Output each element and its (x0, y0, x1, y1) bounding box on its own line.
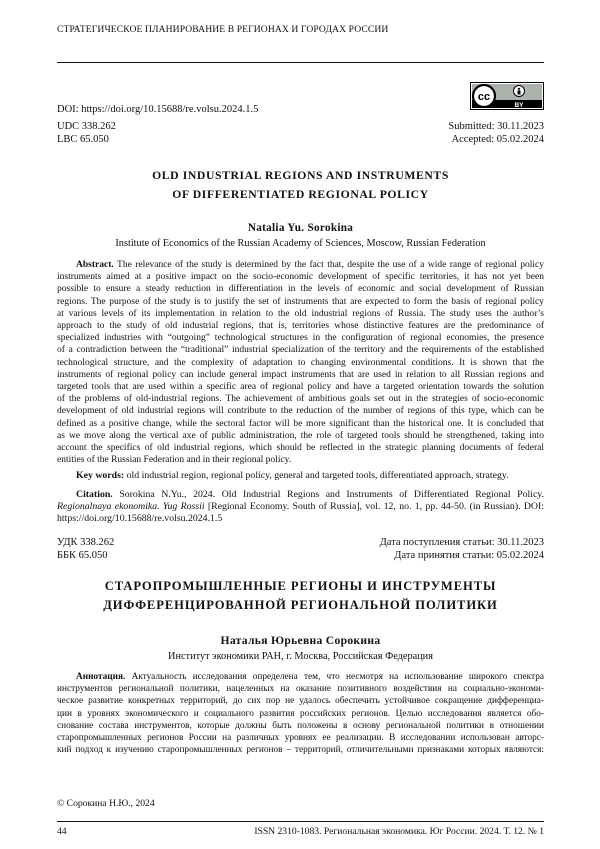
running-header: СТРАТЕГИЧЕСКОЕ ПЛАНИРОВАНИЕ В РЕГИОНАХ И ГОРОДАХ РОССИИ (57, 24, 389, 35)
abstract-line: targeted tools that are used within a specific area of regional policy and have a targeted orientation towards the solution (57, 382, 544, 393)
author-ru: Наталья Юрьевна Сорокина (220, 634, 381, 647)
footer-rule (57, 821, 544, 822)
abstract-line: instruments aimed at a positive impact on the socio-economic development of specific territories, it has not yet been (57, 272, 544, 283)
abstract-ru-line: Аннотация. Актуальность исследования определена тем, что несмотря на использование широкого спектра (76, 672, 544, 682)
abstract-line: at various levels of its implementation in relation to the old industrial regions of Russia. The study uses the author’s (57, 308, 544, 319)
abstract-en (57, 259, 544, 466)
abstract-line: defined as a positive change, while the sectoral factor will be more significant than the historical one. It is concluded that (57, 418, 544, 429)
abstract-ru-line: старопромышленных регионов России на различных уровнях ее реализации. В исследовании использован авторс- (57, 733, 544, 744)
cc-by-license-badge[interactable] (470, 82, 544, 110)
title-ru-line-2: ДИФФЕРЕНЦИРОВАННОЙ РЕГИОНАЛЬНОЙ ПОЛИТИКИ (103, 598, 498, 612)
abstract-line: of a contradiction between the “traditional” industrial specialization of the territory and the requirements of the established (57, 345, 544, 356)
abstract-line: as we move along the vertical axe of public administration, the role of targeted tools should be strengthened, taking into (57, 430, 544, 441)
citation-label: Citation. (76, 489, 113, 500)
bbk-code: ББК 65.050 (57, 550, 108, 562)
submission-dates (448, 120, 544, 147)
article-title-en (57, 166, 544, 204)
abstract-line: specialized industries with “outgoing” technological structures in the configuration of regional economies, the presence (57, 333, 544, 344)
citation-journal: Regionalnaya ekonomika. Yug Rossii (57, 501, 205, 513)
abstract-line: Abstract. The relevance of the study is determined by the fact that, despite the use of a wide range of regional policy (76, 260, 544, 270)
udc-code: UDC 338.262 (57, 121, 116, 132)
page-number: 44 (57, 826, 67, 837)
keywords-text: old industrial region, regional policy, general and targeted tools, differentiated approach, strategy. (126, 470, 509, 481)
title-ru-line-1: СТАРОПРОМЫШЛЕННЫЕ РЕГИОНЫ И ИНСТРУМЕНТЫ (104, 579, 497, 593)
abstract-line: technological structure, and the complexity of adaptation to changing environmental conditions. It is shown that the (57, 357, 544, 368)
abstract-line: entities of the Russian Federation and in their regional policy. (57, 455, 292, 466)
abstract-line: regions. The purpose of the study is to justify the set of instruments that are expected to form the basis of regional policy (57, 296, 544, 307)
submission-dates-ru (380, 536, 544, 563)
abstract-ru-line: кий подход к изучению старопромышленных регионов – территорий, отличительными признаками которых являются: (57, 745, 544, 756)
lbc-code: LBC 65.050 (57, 134, 109, 146)
received-date-ru: Дата поступления статьи: 30.11.2023 (379, 537, 544, 548)
affiliation-en: Institute of Economics of the Russian Academy of Sciences, Moscow, Russian Federation (115, 238, 486, 249)
abstract-ru-line: ческое развитие конкретных территорий, до сих пор не удалось обеспечить устойчивое сокращение дифференциа- (57, 696, 544, 707)
abstract-label: Abstract. (76, 260, 114, 270)
article-title-ru (57, 577, 544, 615)
abstract-ru-line: ции в уровнях экономического и социального развития российских регионов. Целью исследования является обо- (57, 708, 544, 719)
abstract-ru-label: Аннотация. (76, 672, 126, 682)
svg-text:cc: cc (477, 91, 491, 103)
accepted-date: Accepted: 05.02.2024 (451, 134, 544, 146)
abstract-line: possible to ensure a steady reduction in differentiation in the levels of economic and social development of Russian (57, 284, 544, 295)
keywords-label: Key words: (76, 470, 125, 481)
udk-code: УДК 338.262 (57, 537, 115, 548)
accepted-date-ru: Дата принятия статьи: 05.02.2024 (394, 550, 544, 562)
citation-doi-link[interactable]: https://doi.org/10.15688/re.volsu.2024.1.5 (57, 513, 223, 525)
abstract-line: development of old industrial regions will contribute to the reduction of the number of regions of this type, which can be (57, 406, 544, 417)
abstract-line: instruments of regional policy can include general impact instruments that are used in relation to all Russian regions and (57, 369, 544, 380)
citation-en: Citation. Sorokina N.Yu., 2024. Old Industrial Regions and Instruments of Differentiated Regional Policy. Regionalnaya ekonomika. Yug Rossii [Regional Economy. South of Russia], vol. 12, no. 1, pp. 44-50. (in Russian). DOI: https://doi.org/10.15688/re.volsu.2024.1.5 (57, 489, 545, 525)
abstract-line: account the specifics of old industrial regions, which should be reflected in the strategic planning documents of federal (57, 443, 544, 454)
author-en: Natalia Yu. Sorokina (247, 222, 354, 234)
abstract-ru-line: снование состава инструментов, которые должны быть положены в основу региональной политики в отношении (57, 720, 544, 731)
doi-link[interactable]: DOI: https://doi.org/10.15688/re.volsu.2024.1.5 (57, 104, 259, 115)
keywords-en (57, 470, 544, 482)
copyright-notice: © Сорокина Н.Ю., 2024 (57, 798, 155, 809)
title-en-line-1: OLD INDUSTRIAL REGIONS AND INSTRUMENTS (152, 169, 449, 182)
svg-text:BY: BY (514, 102, 524, 109)
classification-codes (57, 120, 116, 147)
cc-by-icon (470, 82, 544, 110)
abstract-line: of the problems of old-industrial regions. The achievement of ambitious goals set out in the strategies of socio-economic (57, 394, 544, 405)
header-rule (57, 62, 544, 63)
submitted-date: Submitted: 30.11.2023 (448, 121, 544, 132)
journal-footer: ISSN 2310-1083. Региональная экономика. Юг России. 2024. Т. 12. № 1 (254, 826, 544, 837)
abstract-ru-line: инструментов региональной политики, нацеленных на оказание позитивного воздействия на социально-экономи- (57, 684, 544, 695)
abstract-line: approach to the study of old industrial regions, that is, territories whose distinctive features are the predominance of (57, 321, 544, 332)
abstract-ru (57, 671, 544, 756)
affiliation-ru: Институт экономики РАН, г. Москва, Российская Федерация (168, 651, 433, 662)
classification-codes-ru (57, 536, 114, 563)
title-en-line-2: OF DIFFERENTIATED REGIONAL POLICY (172, 188, 429, 201)
